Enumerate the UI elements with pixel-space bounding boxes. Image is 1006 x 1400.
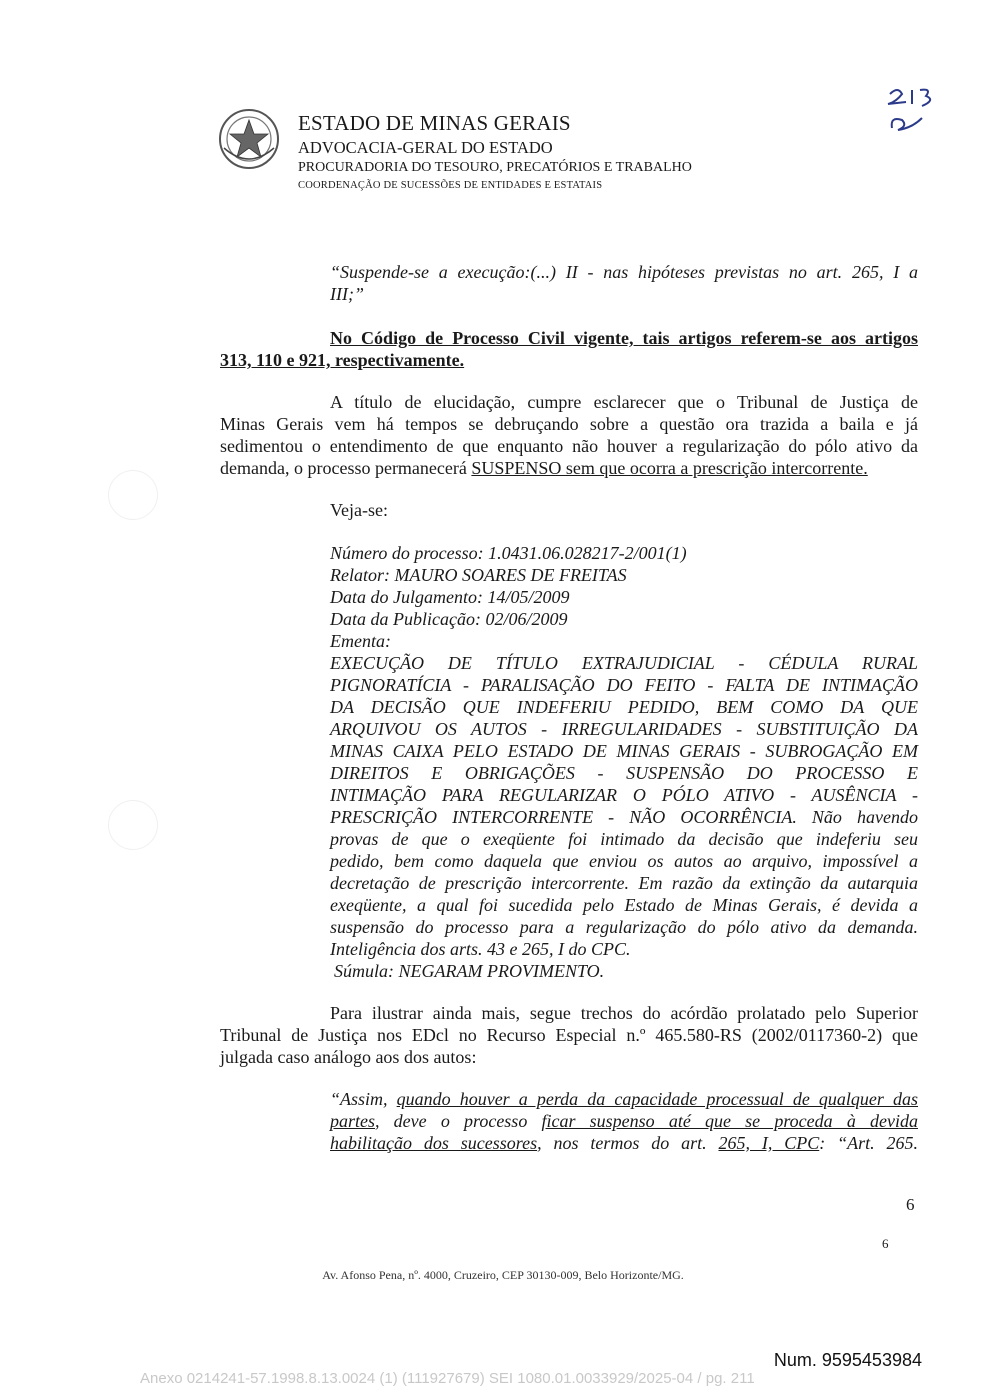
bold-note-line: 313, 110 e 921, respectivamente. <box>220 350 465 370</box>
ementa-line: INTIMAÇÃO PARA REGULARIZAR O PÓLO ATIVO - AUSÊNCIA - <box>330 785 918 805</box>
ementa-line: EXECUÇÃO DE TÍTULO EXTRAJUDICIAL - CÉDULA RURAL <box>330 653 918 673</box>
veja-label: Veja-se: <box>330 500 388 520</box>
quote-underlined: 265, I, CPC <box>718 1133 820 1153</box>
paragraph-line: sedimentou o entendimento de que enquanto não houver a regularização do pólo ativo da <box>220 436 918 456</box>
quote-top-line: III;” <box>330 284 364 304</box>
annex-reference: Anexo 0214241-57.1998.8.13.0024 (1) (111927679) SEI 1080.01.0033929/2025-04 / pg. 211 <box>140 1370 755 1387</box>
state-seal-icon <box>218 108 280 170</box>
paragraph-line: A título de elucidação, cumpre esclarecer que o Tribunal de Justiça de <box>330 392 918 412</box>
header-state: ESTADO DE MINAS GERAIS <box>298 111 571 135</box>
header-office: PROCURADORIA DO TESOURO, PRECATÓRIOS E TRABALHO <box>298 160 692 175</box>
header-agency: ADVOCACIA-GERAL DO ESTADO <box>298 138 553 157</box>
ementa-line: pedido, bem como daquela que enviou os autos ao arquivo, impossível a <box>330 851 918 871</box>
quote-text: : “Art. 265. <box>819 1133 918 1153</box>
paragraph-line: Para ilustrar ainda mais, segue trechos do acórdão prolatado pelo Superior <box>330 1003 918 1023</box>
judgment-date: Data do Julgamento: 14/05/2009 <box>330 587 570 607</box>
ementa-line: PRESCRIÇÃO INTERCORRENTE - NÃO OCORRÊNCIA. Não havendo <box>330 807 918 827</box>
process-number: Número do processo: 1.0431.06.028217-2/001(1) <box>330 543 687 563</box>
handwritten-page-mark <box>882 86 962 138</box>
rapporteur: Relator: MAURO SOARES DE FREITAS <box>330 565 627 585</box>
ementa-line: ARQUIVOU OS AUTOS - IRREGULARIDADES - SUBSTITUIÇÃO DA <box>330 719 918 739</box>
paragraph-line: Tribunal de Justiça nos EDcl no Recurso Especial n.º 465.580-RS (2002/0117360-2) que <box>220 1025 918 1045</box>
ementa-line: provas de que o exeqüente foi intimado da decisão que indeferiu seu <box>330 829 918 849</box>
quote-bottom-line <box>330 1089 918 1111</box>
quote-underlined: ficar suspenso até que se proceda à devida <box>541 1111 918 1131</box>
quote-underlined: quando houver a perda da capacidade processual de qualquer das <box>396 1089 919 1109</box>
paragraph-line: julgada caso análogo aos dos autos: <box>220 1047 477 1067</box>
quote-top-line: “Suspende-se a execução:(...) II - nas hipóteses previstas no art. 265, I a <box>330 262 918 282</box>
sumula: Súmula: NEGARAM PROVIMENTO. <box>334 961 605 981</box>
quote-underlined: habilitação dos sucessores <box>330 1133 538 1153</box>
quote-bottom-line <box>330 1111 918 1133</box>
ementa-line: Inteligência dos arts. 43 e 265, I do CPC. <box>330 939 631 959</box>
paragraph-line <box>220 458 868 480</box>
quote-bottom-line <box>330 1133 918 1155</box>
suspended-highlight: SUSPENSO sem que ocorra a prescrição intercorrente. <box>471 458 868 478</box>
ementa-line: decretação de prescrição intercorrente. Em razão da extinção da autarquia <box>330 873 918 893</box>
bold-note-line: No Código de Processo Civil vigente, tais artigos referem-se aos artigos <box>330 328 918 348</box>
quote-text: , nos termos do art. <box>537 1133 719 1153</box>
header-unit: COORDENAÇÃO DE SUCESSÕES DE ENTIDADES E ESTATAIS <box>298 180 603 191</box>
scan-artifact <box>108 470 158 520</box>
ementa-line: MINAS CAIXA PELO ESTADO DE MINAS GERAIS - SUBROGAÇÃO EM <box>330 741 918 761</box>
ementa-line: exeqüente, a qual foi sucedida pelo Estado de Minas Gerais, é devida a <box>330 895 918 915</box>
page-number: 6 <box>906 1195 915 1214</box>
quote-text: “Assim, <box>330 1089 397 1109</box>
footer-address: Av. Afonso Pena, nº. 4000, Cruzeiro, CEP 30130-009, Belo Horizonte/MG. <box>322 1268 684 1282</box>
ementa-line: PIGNORATÍCIA - PARALISAÇÃO DO FEITO - FALTA DE INTIMAÇÃO <box>330 675 918 695</box>
ementa-line: DIREITOS E OBRIGAÇÕES - SUSPENSÃO DO PROCESSO E <box>330 763 918 783</box>
quote-text: , deve o processo <box>375 1111 542 1131</box>
paragraph-line: Minas Gerais vem há tempos se debruçando sobre a questão ora trazida a baila e já <box>220 414 918 434</box>
document-number-stamp: Num. 9595453984 <box>773 1350 922 1370</box>
publication-date: Data da Publicação: 02/06/2009 <box>330 609 568 629</box>
ementa-line: suspensão do processo para a regularização do pólo ativo da demanda. <box>330 917 918 937</box>
ementa-label: Ementa: <box>330 631 391 651</box>
page-number-small: 6 <box>882 1236 889 1251</box>
paragraph-text: demanda, o processo permanecerá <box>220 458 472 478</box>
scan-artifact <box>108 800 158 850</box>
quote-underlined: partes <box>330 1111 375 1131</box>
ementa-line: DA DECISÃO QUE INDEFERIU PEDIDO, BEM COMO DA QUE <box>330 697 918 717</box>
